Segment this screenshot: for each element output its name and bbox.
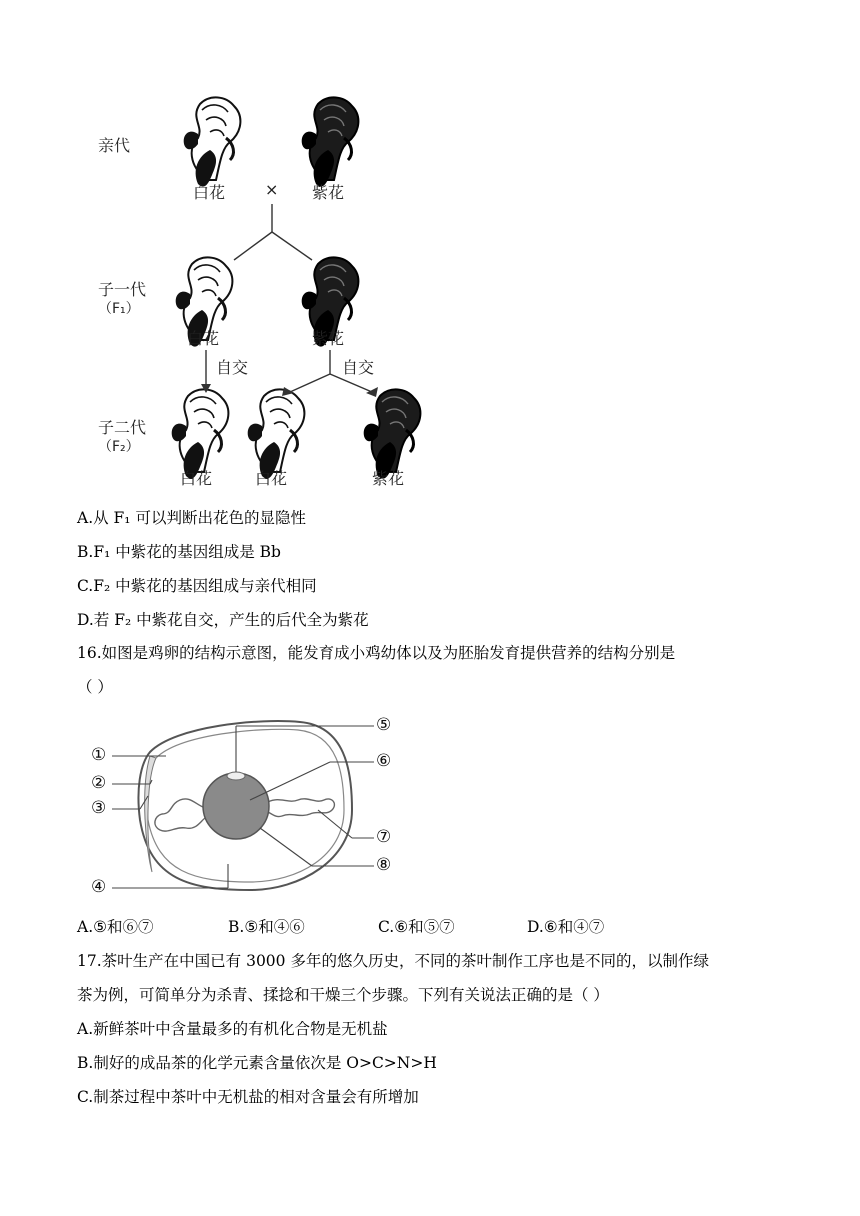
q16-option-d: D.⑥和④⑦ [527, 918, 605, 936]
parent-white-flower [184, 97, 241, 186]
q16-stem-line1: 16.如图是鸡卵的结构示意图，能发育成小鸡幼体以及为胚胎发育提供营养的结构分别是 [77, 644, 676, 662]
q16-option-a: A.⑤和⑥⑦ [77, 918, 154, 936]
q16-stem-line2: （ ） [77, 678, 113, 696]
label-parent-white: 白花 [193, 183, 226, 202]
q17-option-b: B.制好的成品茶的化学元素含量依次是 O>C>N>H [77, 1054, 437, 1072]
label-selfing-right: 自交 [342, 358, 375, 377]
label-f2-purple: 紫花 [372, 469, 405, 488]
q17-stem-line1: 17.茶叶生产在中国已有 3000 多年的悠久历史，不同的茶叶制作工序也是不同的，以制作绿 [77, 952, 709, 970]
egg-label-2: ② [91, 773, 107, 793]
label-f1-generation: 子一代 [98, 280, 147, 299]
label-parent-purple: 紫花 [312, 183, 345, 202]
selfing-arrow-left [201, 350, 211, 393]
cross-symbol: × [265, 180, 279, 199]
label-selfing-left: 自交 [216, 358, 249, 377]
label-f1-symbol: （F₁） [98, 301, 140, 317]
egg-label-7: ⑦ [376, 827, 392, 847]
label-f1-white: 白花 [187, 329, 220, 348]
q16-option-c: C.⑥和⑤⑦ [378, 918, 455, 936]
label-f2-generation: 子二代 [98, 418, 147, 437]
parent-purple-flower [302, 97, 359, 186]
egg-label-1: ① [91, 745, 107, 765]
q15-option-d: D.若 F₂ 中紫花自交，产生的后代全为紫花 [77, 611, 369, 629]
egg-diagram-art [0, 700, 860, 910]
q15-option-c: C.F₂ 中紫花的基因组成与亲代相同 [77, 577, 317, 595]
q17-option-c: C.制茶过程中茶叶中无机盐的相对含量会有所增加 [77, 1088, 419, 1106]
q17-stem-line2: 茶为例，可简单分为杀青、揉捻和干燥三个步骤。下列有关说法正确的是（ ） [77, 986, 609, 1004]
cross-branch-lines [234, 204, 312, 260]
q15-option-a: A.从 F₁ 可以判断出花色的显隐性 [77, 509, 306, 527]
egg-label-5: ⑤ [376, 715, 392, 735]
label-f2-white-2: 白花 [255, 469, 288, 488]
label-parent-generation: 亲代 [98, 136, 131, 155]
label-f2-white-1: 白花 [180, 469, 213, 488]
q17-option-a: A.新鲜茶叶中含量最多的有机化合物是无机盐 [77, 1020, 388, 1038]
egg-label-8: ⑧ [376, 855, 392, 875]
label-f2-symbol: （F₂） [98, 439, 140, 455]
q16-option-b: B.⑤和④⑥ [228, 918, 305, 936]
egg-label-6: ⑥ [376, 751, 392, 771]
q15-option-b: B.F₁ 中紫花的基因组成是 Bb [77, 543, 281, 561]
label-f1-purple: 紫花 [312, 329, 345, 348]
egg-label-4: ④ [91, 877, 107, 897]
egg-label-3: ③ [91, 798, 107, 818]
